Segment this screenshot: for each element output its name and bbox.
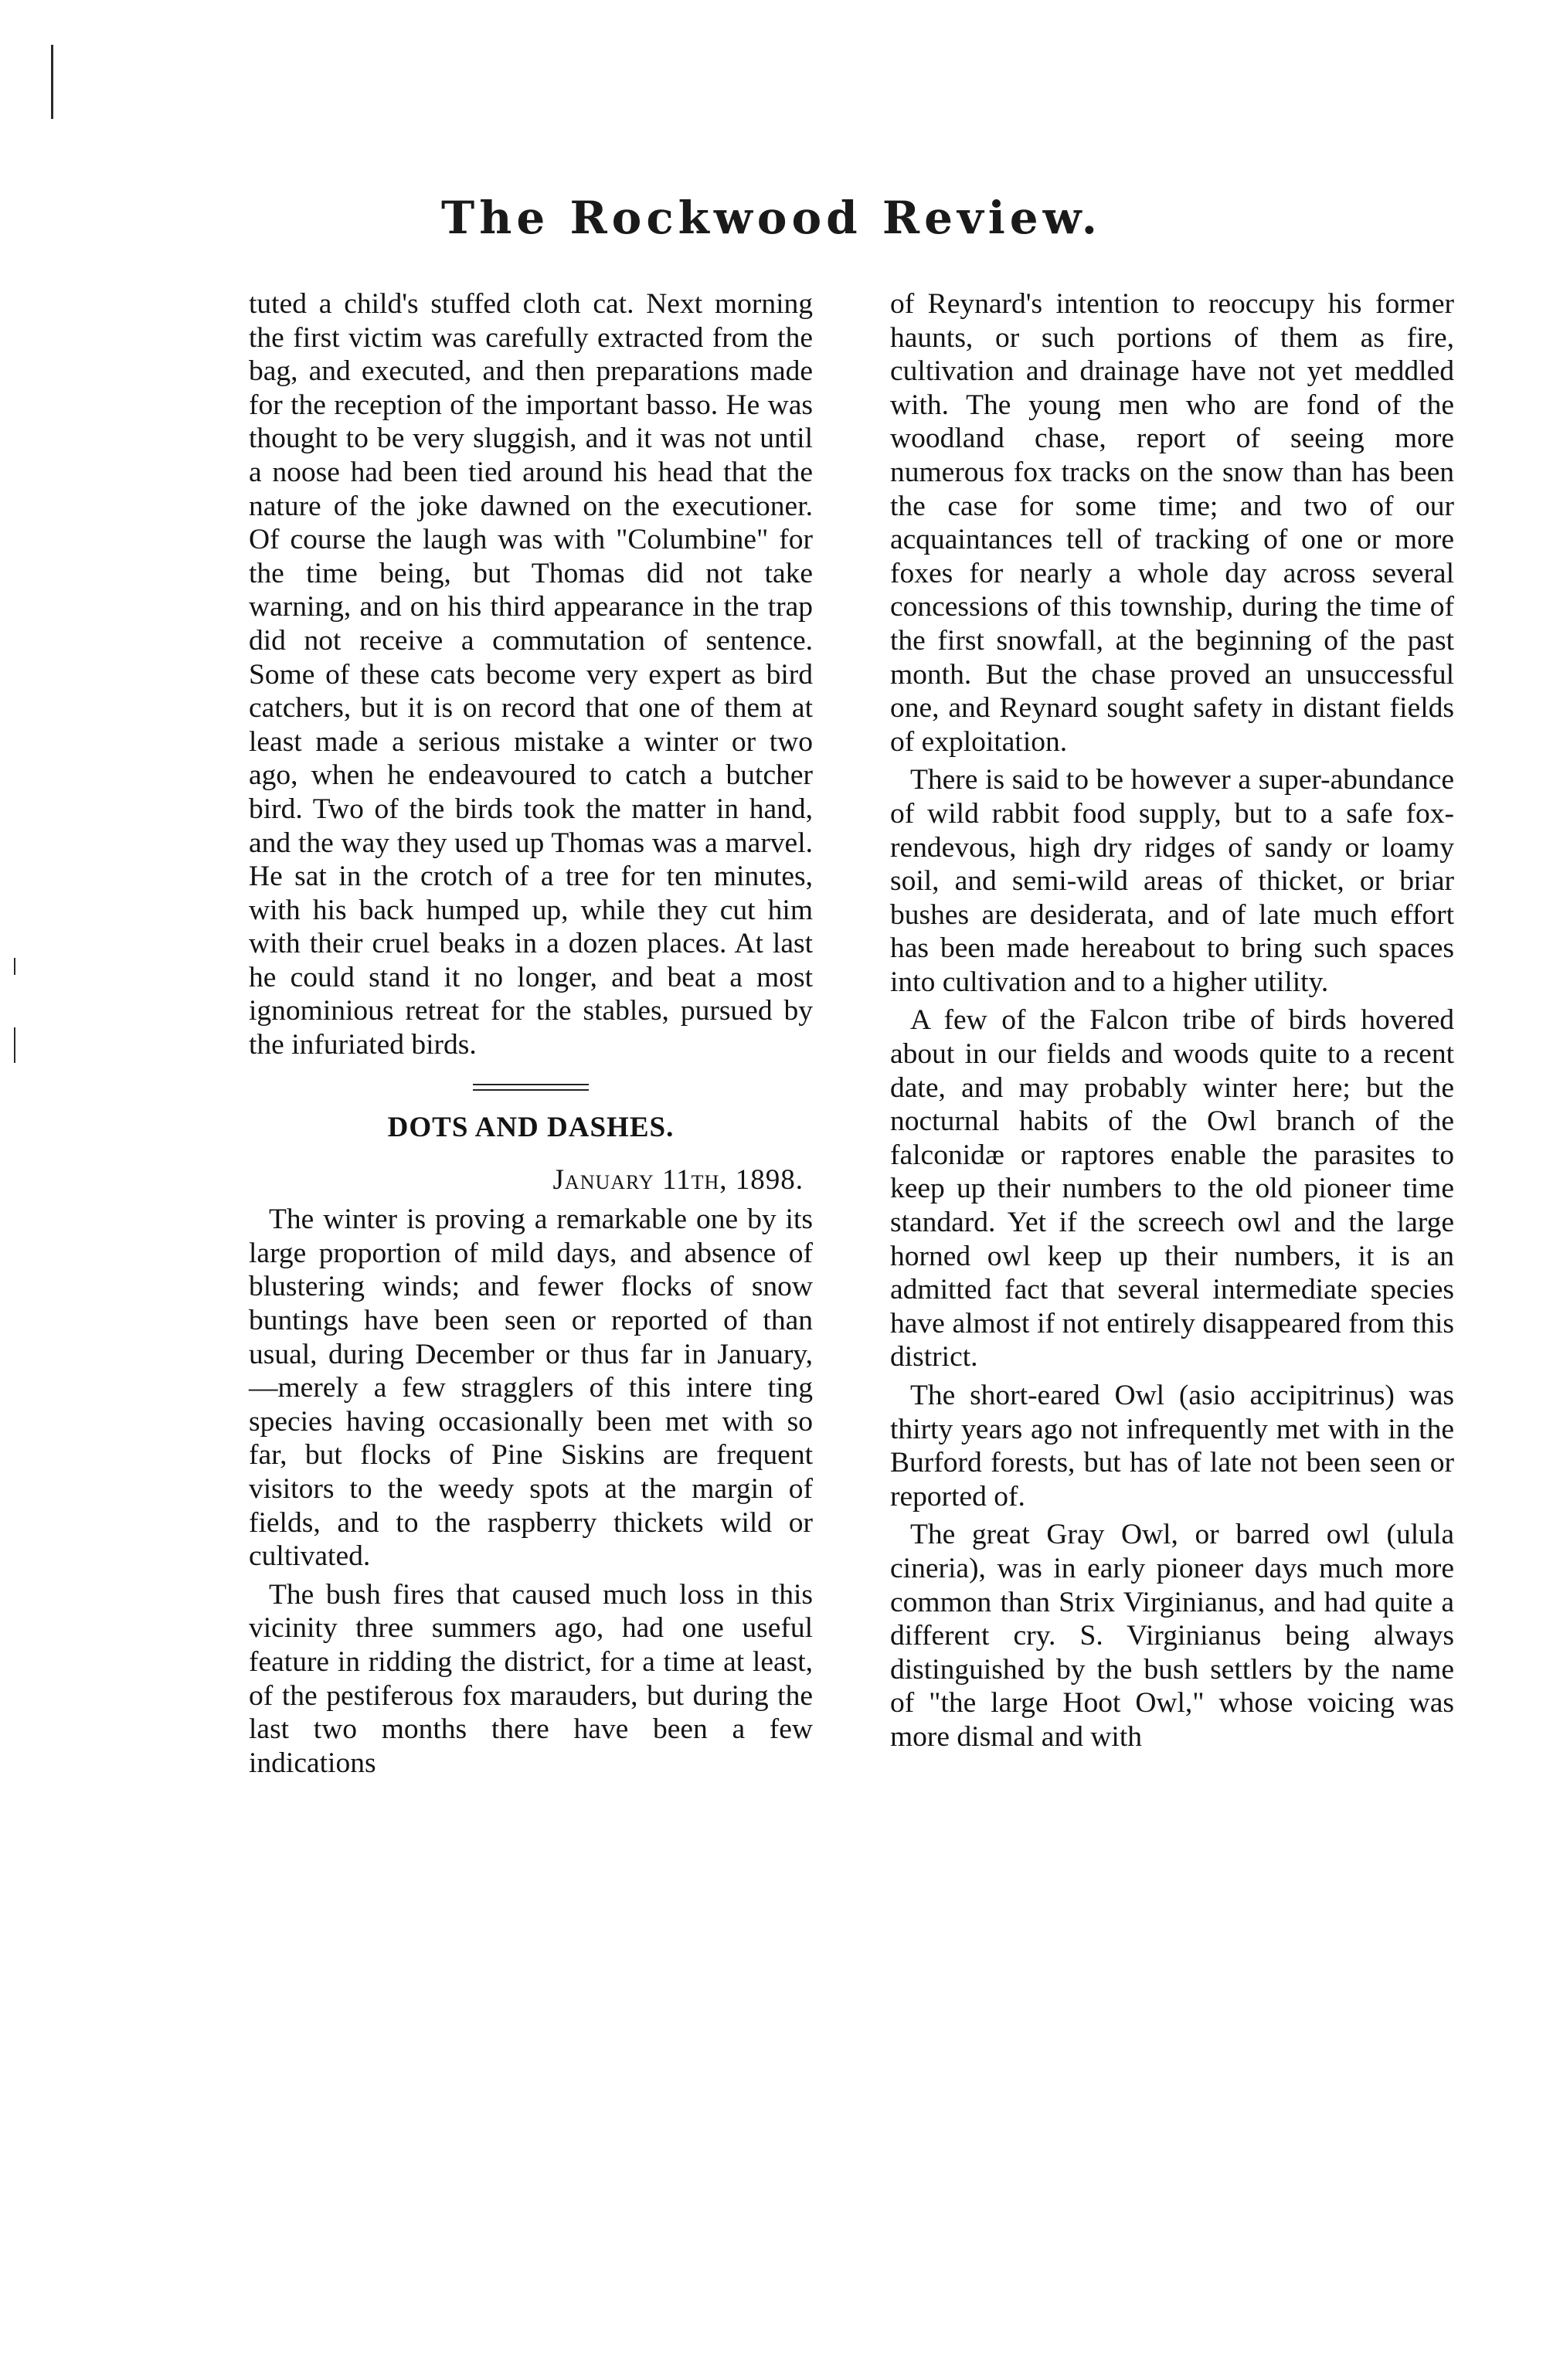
dateline: January 11th, 1898. bbox=[552, 1163, 804, 1196]
body-paragraph: The bush fires that caused much loss in this vicinity three summers ago, had one useful feature in ridding the district, for a time at least, of the pestiferous fox marauders, but during the last two months there have been a few indications bbox=[249, 1578, 813, 1779]
right-column bbox=[890, 287, 1454, 1759]
body-paragraph: tuted a child's stuffed cloth cat. Next morning the first victim was carefully extracted from the bag, and executed, and then preparations made for the reception of the important basso. He was thought to be very sluggish, and it was not until a noose had been tied around his head that the nature of the joke dawned on the executioner. Of course the laugh was with "Columbine" for the time being, but Thomas did not take warning, and on his third appearance in the trap did not receive a commutation of sentence. Some of these cats become very expert as bird catchers, but it is on record that one of them at least made a serious mistake a winter or two ago, when he endeavoured to catch a butcher bird. Two of the birds took the matter in hand, and the way they used up Thomas was a marvel. He sat in the crotch of a tree for ten minutes, with his back humped up, while they cut him with their cruel beaks in a dozen places. At last he could stand it no longer, and beat a most ignominious retreat for the stables, pursued by the infuriated birds. bbox=[249, 288, 813, 1061]
left-column bbox=[249, 287, 813, 1784]
section-heading: DOTS AND DASHES. bbox=[387, 1111, 675, 1143]
body-paragraph: A few of the Falcon tribe of birds hovered about in our fields and woods quite to a recent date, and may probably winter here; but the nocturnal habits of the Owl branch of the falconidæ or raptores enable the parasites to keep up their numbers to the old pioneer time standard. Yet if the screech owl and the large horned owl keep up their numbers, it is an admitted fact that several intermediate species have almost if not entirely disappeared from this district. bbox=[890, 1004, 1454, 1373]
margin-scan-mark bbox=[14, 1027, 15, 1063]
body-paragraph: The short-eared Owl (asio accipitrinus) was thirty years ago not infrequently met with in the Burford forests, but has of late not been seen or reported of. bbox=[890, 1380, 1454, 1513]
body-paragraph: There is said to be however a super-abundance of wild rabbit food supply, but to a safe fox-rendevous, high dry ridges of sandy or loamy soil, and semi-wild areas of thicket, or briar bushes are desiderata, and of late much effort has been made hereabout to bring such spaces into cultivation and to a higher utility. bbox=[890, 764, 1454, 998]
page-title: The Rockwood Review. bbox=[441, 192, 1102, 244]
section-divider bbox=[473, 1084, 589, 1091]
body-paragraph: The winter is proving a remarkable one by its large proportion of mild days, and absence of blustering winds; and fewer flocks of snow buntings have been seen or reported of than usual, during December or thus far in January,—merely a few stragglers of this intere ting species having occasionally been met with so far, but flocks of Pine Siskins are frequent visitors to the weedy spots at the margin of fields, and to the raspberry thickets wild or cultivated. bbox=[249, 1204, 813, 1573]
body-paragraph: The great Gray Owl, or barred owl (ulula cineria), was in early pioneer days much more common than Strix Virginianus, and had quite a different cry. S. Virginianus being always distinguished by the bush settlers by the name of "the large Hoot Owl," whose voicing was more dismal and with bbox=[890, 1519, 1454, 1753]
margin-scan-mark bbox=[14, 958, 15, 975]
margin-scan-mark bbox=[51, 45, 53, 119]
body-paragraph: of Reynard's intention to reoccupy his former haunts, or such portions of them as fire, cultivation and drainage have not yet meddled with. The young men who are fond of the woodland chase, report of seeing more numerous fox tracks on the snow than has been the case for some time; and two of our acquaintances tell of tracking of one or more foxes for nearly a whole day across several concessions of this township, during the time of the first snowfall, at the beginning of the past month. But the chase proved an unsuccessful one, and Reynard sought safety in distant fields of exploitation. bbox=[890, 288, 1454, 758]
